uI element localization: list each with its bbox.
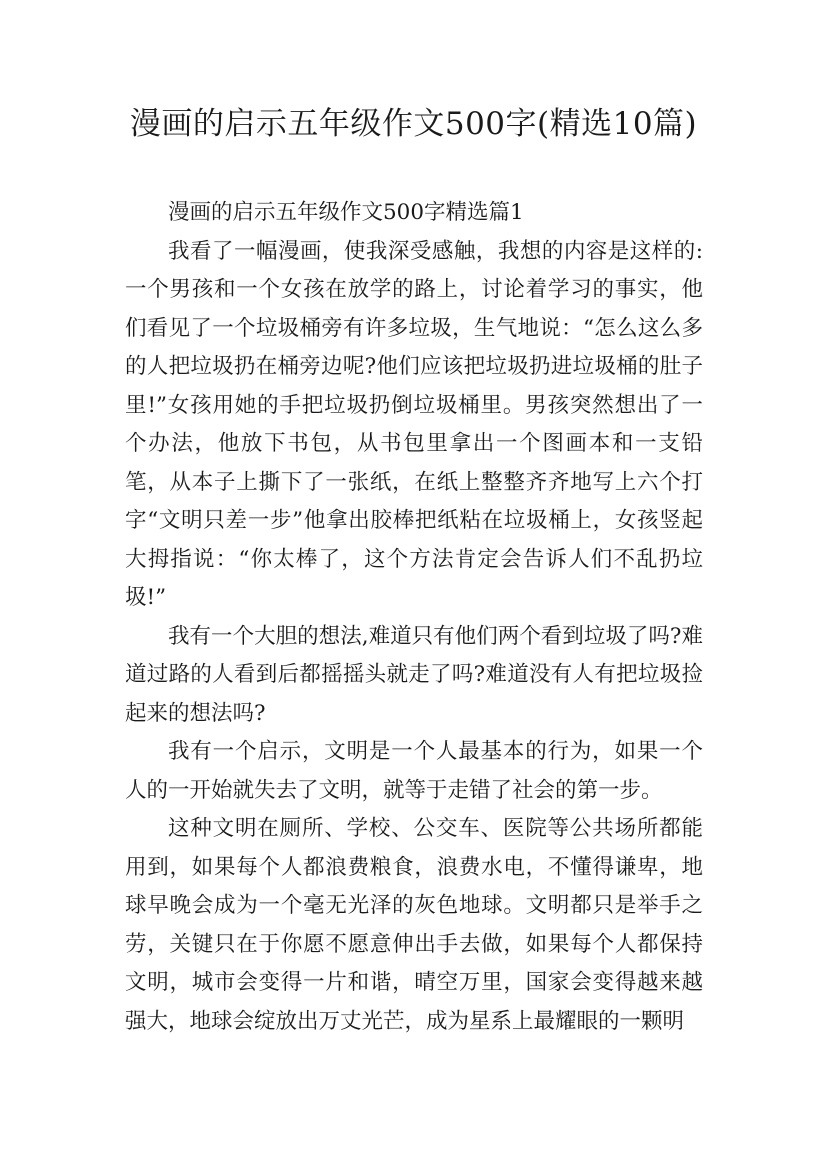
paragraph: 我有一个启示，文明是一个人最基本的行为，如果一个人的一开始就失去了文明，就等于走错了社会的第一步。 bbox=[125, 739, 703, 803]
paragraph: 我看了一幅漫画，使我深受感触，我想的内容是这样的:一个男孩和一个女孩在放学的路上，讨论着学习的事实，他们看见了一个垃圾桶旁有许多垃圾，生气地说：“怎么这么多的人把垃圾扔在桶旁边呢?他们应该把垃圾扔进垃圾桶的肚子里!”女孩用她的手把垃圾扔倒垃圾桶里。男孩突然想出了一个办法，他放下书包，从书包里拿出一个图画本和一支铅笔，从本子上撕下了一张纸，在纸上整整齐齐地写上六个打字“文明只差一步”他拿出胶棒把纸粘在垃圾桶上，女孩竖起大拇指说：“你太棒了，这个方法肯定会告诉人们不乱扔垃圾!” bbox=[125, 238, 703, 610]
document-title: 漫画的启示五年级作文500字(精选10篇) bbox=[129, 106, 698, 142]
document-body bbox=[125, 194, 703, 1041]
paragraph: 这种文明在厕所、学校、公交车、医院等公共场所都能用到，如果每个人都浪费粮食，浪费水电，不懂得谦卑，地球早晚会成为一个毫无光泽的灰色地球。文明都只是举手之劳，关键只在于你愿不愿意伸出手去做，如果每个人都保持文明，城市会变得一片和谐，晴空万里，国家会变得越来越强大，地球会绽放出万丈光芒，成为星系上最耀眼的一颗明 bbox=[125, 816, 703, 1034]
paragraph: 我有一个大胆的想法,难道只有他们两个看到垃圾了吗?难道过路的人看到后都摇摇头就走了吗?难道没有人有把垃圾捡起来的想法吗? bbox=[125, 623, 703, 726]
section-heading: 漫画的启示五年级作文500字精选篇1 bbox=[168, 200, 524, 225]
